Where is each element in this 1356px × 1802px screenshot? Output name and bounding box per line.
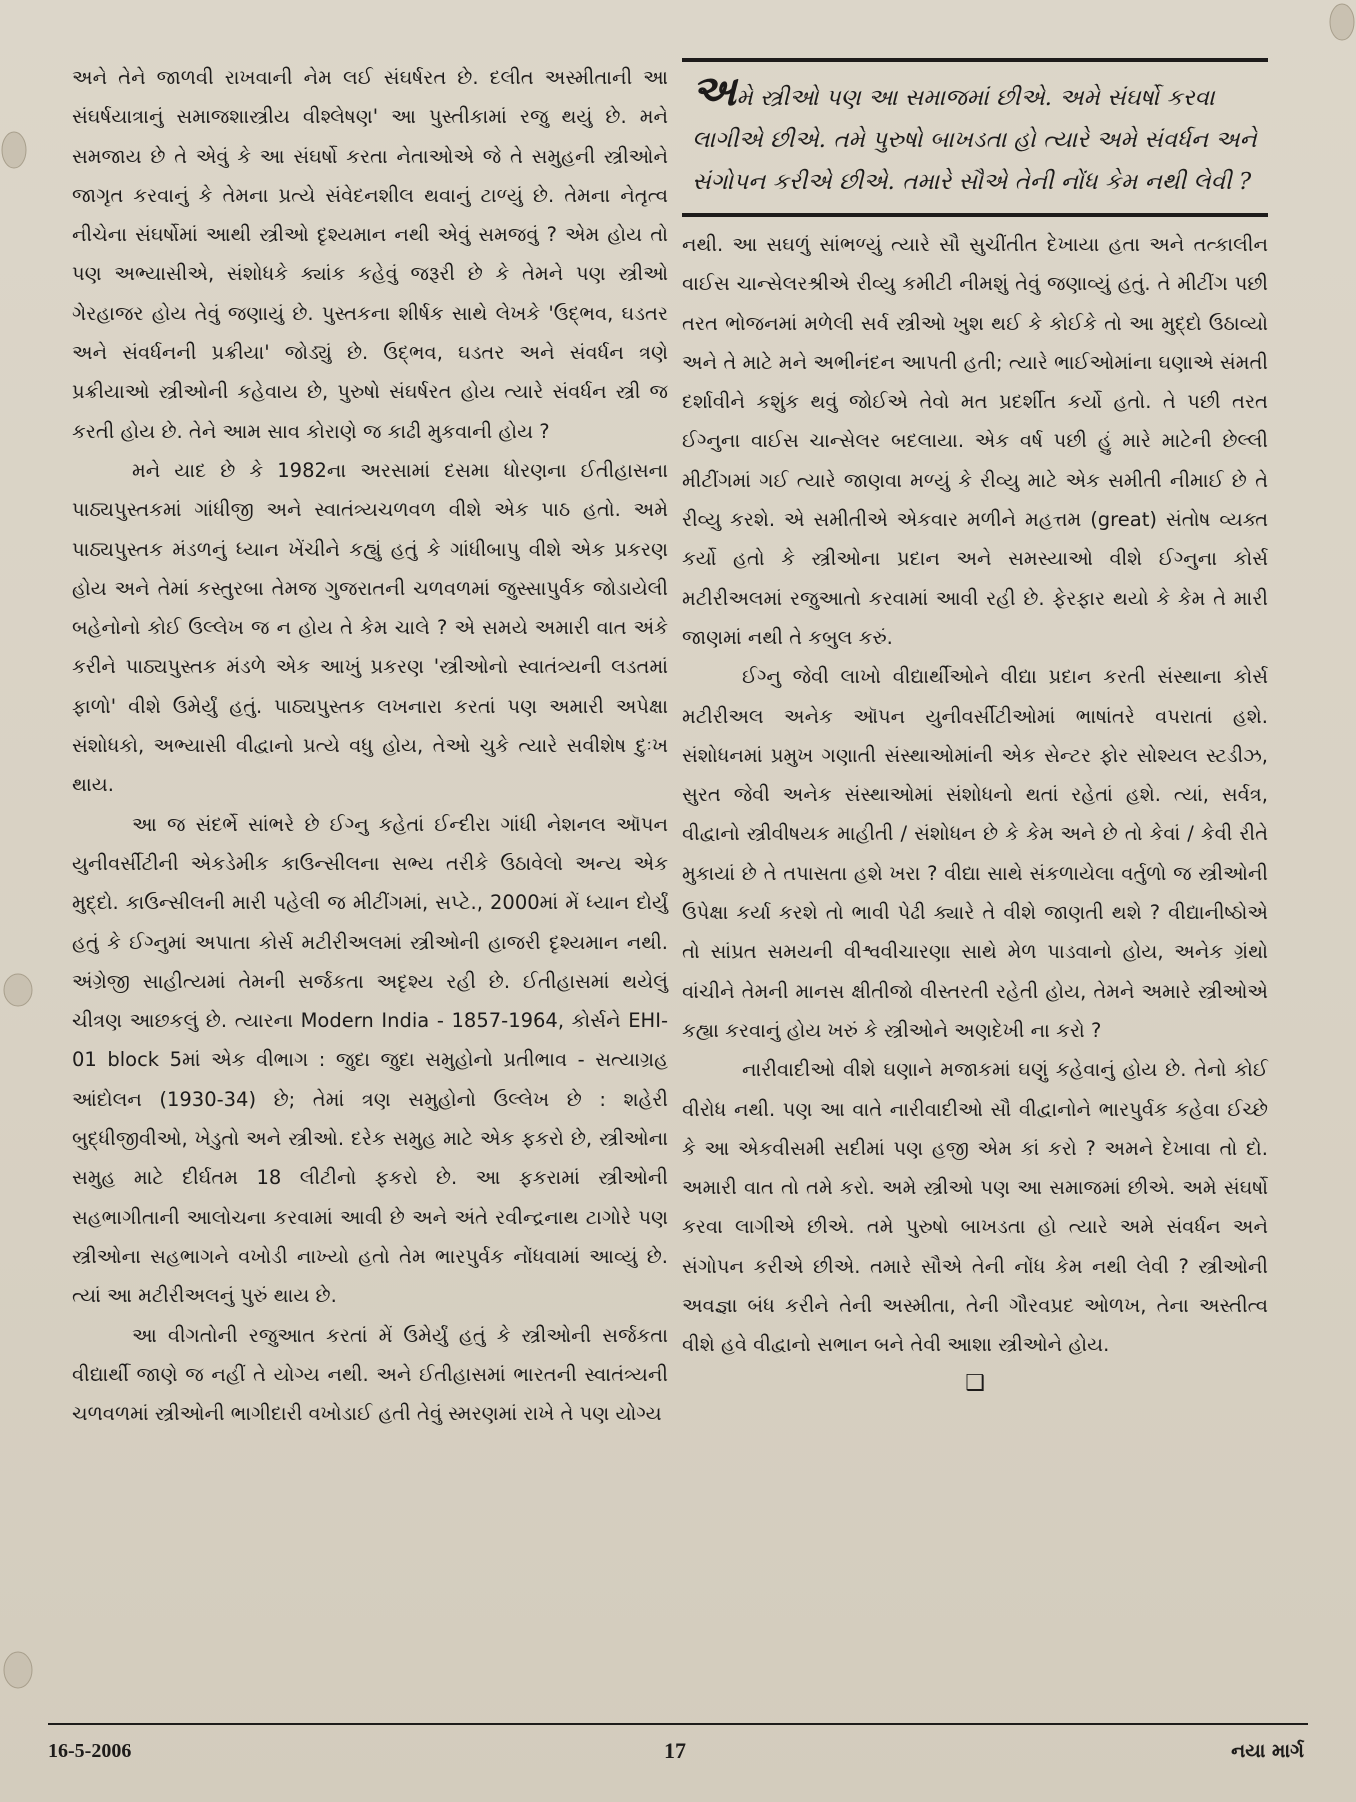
paragraph-6: ઈગ્નુ જેવી લાખો વીદ્યાર્થીઓને વીદ્યા પ્રદાન કરતી સંસ્થાના કોર્સ મટીરીઅલ અનેક ઑપન યુનીવર્સીટીઓમાં ભાષાંતરે વપરાતાં હશે. સંશોધનમાં પ્રમુખ ગણાતી સંસ્થાઓમાંની એક સેન્ટર ફોર સોશ્યલ સ્ટડીઝ, સુરત જેવી અનેક સંસ્થાઓમાં સંશોધનો થતાં રહેતાં હશે. ત્યાં, સર્વત્ર, વીદ્વાનો સ્ત્રીવીષયક માહીતી / સંશોધન છે કે કેમ અને છે તો કેવાં / કેવી રીતે મુકાયાં છે તે તપાસતા હશે ખરા ? વીદ્યા સાથે સંકળાયેલા વર્તુળો જ સ્ત્રીઓની ઉપેક્ષા કર્યા કરશે તો ભાવી પેઢી ક્યારે તે વીશે જાણતી થશે ? વીદ્યાનીષ્ઠોએ તો સાંપ્રત સમયની વીશ્વવીચારણા સાથે મેળ પાડવાનો હોય, અનેક ગ્રંથો વાંચીને તેમની માનસ ક્ષીતીજો વીસ્તરતી રહેતી હોય, તેમને અમારે સ્ત્રીઓએ કહ્યા કરવાનું હોય ખરું કે સ્ત્રીઓને અણદેખી ના કરો ? [682,665,1268,1042]
punch-hole-mark-icon [0,1640,40,1700]
pull-quote-body: મે સ્ત્રીઓ પણ આ સમાજમાં છીએ. અમે સંઘર્ષો કરવા લાગીએ છીએ. તમે પુરુષો બાખડતા હો ત્યારે અમે સંવર્ધન અને સંગોપન કરીએ છીએ. તમારે સૌએ તેની નોંધ કેમ નથી લેવી ? [692,85,1257,195]
pull-quote-text [692,62,1258,213]
footer-date: 16-5-2006 [48,1740,132,1762]
page-number: 17 [664,1738,686,1763]
paragraph-4: આ વીગતોની રજુઆત કરતાં મેં ઉમેર્યું હતું કે સ્ત્રીઓની સર્જકતા વીદ્યાર્થી જાણે જ નહીં તે યોગ્ય નથી. અને ઈતીહાસમાં ભારતની સ્વાતંત્ર્યની ચળવળમાં સ્ત્રીઓની ભાગીદારી વખોડાઈ હતી તેવું સ્મરણમાં રાખે તે પણ યોગ્ય [72,1323,668,1426]
paragraph-3: આ જ સંદર્ભે સાંભરે છે ઈગ્નુ કહેતાં ઈન્દીરા ગાંધી નેશનલ ઑપન યુનીવર્સીટીની એકડેમીક કાઉન્સીલના સભ્ય તરીકે ઉઠાવેલો અન્ય એક મુદ્દો. કાઉન્સીલની મારી પહેલી જ મીટીંગમાં, સપ્ટે., 2000માં મેં ધ્યાન દોર્યું હતું કે ઈગ્નુમાં અપાતા કોર્સ મટીરીઅલમાં સ્ત્રીઓની હાજરી દૃશ્યમાન નથી. અંગ્રેજી સાહીત્યમાં તેમની સર્જકતા અદૃશ્ય રહી છે. ઈતીહાસમાં થયેલું ચીત્રણ આછકલું છે. ત્યારના Modern India - 1857-1964, કોર્સને EHI-01 block 5માં એક વીભાગ : જુદા જુદા સમુહોનો પ્રતીભાવ - સત્યાગ્રહ આંદોલન (1930-34) છે; તેમાં ત્રણ સમુહોનો ઉલ્લેખ છે : શહેરી બુદ્ધીજીવીઓ, ખેડુતો અને સ્ત્રીઓ. દરેક સમુહ માટે એક ફકરો છે, સ્ત્રીઓના સમુહ માટે દીર્ઘતમ 18 લીટીનો ફકરો છે. આ ફકરામાં સ્ત્રીઓની સહભાગીતાની આલોચના કરવામાં આવી છે અને અંતે રવીન્દ્રનાથ ટાગોરે પણ સ્ત્રીઓના સહભાગને વખોડી નાખ્યો હતો તેમ ભારપુર્વક નોંધવામાં આવ્યું છે. ત્યાં આ મટીરીઅલનું પુરું થાય છે. [72,812,668,1308]
paragraph-2: મને યાદ છે કે 1982ના અરસામાં દસમા ધોરણના ઈતીહાસના પાઠ્યપુસ્તકમાં ગાંધીજી અને સ્વાતંત્ર્યચળવળ વીશે એક પાઠ હતો. અમે પાઠ્યપુસ્તક મંડળનું ધ્યાન ખેંચીને કહ્યું હતું કે ગાંધીબાપુ વીશે એક પ્રકરણ હોય અને તેમાં કસ્તુરબા તેમજ ગુજરાતની ચળવળમાં જુસ્સાપુર્વક જોડાયેલી બહેનોનો કોઈ ઉલ્લેખ જ ન હોય તે કેમ ચાલે ? એ સમયે અમારી વાત અંકે કરીને પાઠ્યપુસ્તક મંડળે એક આખું પ્રકરણ 'સ્ત્રીઓનો સ્વાતંત્ર્યની લડતમાં ફાળો' વીશે ઉમેર્યું હતું. પાઠ્યપુસ્તક લખનારા કરતાં પણ અમારી અપેક્ષા સંશોધકો, અભ્યાસી વીદ્વાનો પ્રત્યે વધુ હોય, તેઓ ચુકે ત્યારે સવીશેષ દુઃખ થાય. [72,458,668,797]
left-column [72,58,668,1433]
paragraph-5: નથી. આ સઘળું સાંભળ્યું ત્યારે સૌ સુચીંતીત દેખાયા હતા અને તત્કાલીન વાઈસ ચાન્સેલરશ્રીએ રીવ્યુ કમીટી નીમશું તેવું જણાવ્યું હતું. તે મીટીંગ પછી તરત ભોજનમાં મળેલી સર્વ સ્ત્રીઓ ખુશ થઈ કે કોઈકે તો આ મુદ્દો ઉઠાવ્યો અને તે માટે મને અભીનંદન આપતી હતી; ત્યારે ભાઈઓમાંના ઘણાએ સંમતી દર્શાવીને કશુંક થવું જોઈએ તેવો મત પ્રદર્શીત કર્યો હતો. તે પછી તરત ઈગ્નુના વાઈસ ચાન્સેલર બદલાયા. એક વર્ષ પછી હું મારે માટેની છેલ્લી મીટીંગમાં ગઈ ત્યારે જાણવા મળ્યું કે રીવ્યુ માટે એક સમીતી નીમાઈ છે તે રીવ્યુ કરશે. એ સમીતીએ એકવાર મળીને મહત્તમ (great) સંતોષ વ્યક્ત કર્યો હતો કે સ્ત્રીઓના પ્રદાન અને સમસ્યાઓ વીશે ઈગ્નુના કોર્સ મટીરીઅલમાં રજુઆતો કરવામાં આવી રહી છે. ફેરફાર થયો કે કેમ તે મારી જાણમાં નથી તે કબુલ કરું. [682,233,1268,649]
right-column [682,58,1268,1396]
punch-hole-mark-icon [1320,0,1356,50]
punch-hole-mark-icon [0,960,40,1020]
pull-quote-dropcap: અ [692,66,737,115]
magazine-name: નયા માર્ગ [1231,1740,1304,1762]
punch-hole-mark-icon [0,120,40,180]
footer-rule [48,1723,1308,1725]
pull-quote [682,58,1268,217]
paragraph-1: અને તેને જાળવી રાખવાની નેમ લઈ સંઘર્ષરત છે. દલીત અસ્મીતાની આ સંઘર્ષયાત્રાનું સમાજશાસ્ત્રીય વીશ્લેષણ' આ પુસ્તીકામાં રજુ થયું છે. મને સમજાય છે તે એવું કે આ સંઘર્ષો કરતા નેતાઓએ જે તે સમુહની સ્ત્રીઓને જાગૃત કરવાનું કે તેમના પ્રત્યે સંવેદનશીલ થવાનું ટાળ્યું છે. તેમના નેતૃત્વ નીચેના સંઘર્ષોમાં આથી સ્ત્રીઓ દૃશ્યમાન નથી એવું સમજવું ? એમ હોય તો પણ અભ્યાસીએ, સંશોધકે ક્યાંક કહેવું જરૂરી છે કે તેમને પણ સ્ત્રીઓ ગેરહાજર હોય તેવું જણાયું છે. પુસ્તકના શીર્ષક સાથે લેખકે 'ઉદ્ભવ, ઘડતર અને સંવર્ધનની પ્રક્રીયા' જોડ્યું છે. ઉદ્ભવ, ઘડતર અને સંવર્ધન ત્રણે પ્રક્રીયાઓ સ્ત્રીઓની કહેવાય છે, પુરુષો સંઘર્ષરત હોય ત્યારે સંવર્ધન સ્ત્રી જ કરતી હોય છે. તેને આમ સાવ કોરાણે જ કાઢી મુકવાની હોય ? [72,66,668,443]
paragraph-7: નારીવાદીઓ વીશે ઘણાને મજાકમાં ઘણું કહેવાનું હોય છે. તેનો કોઈ વીરોધ નથી. પણ આ વાતે નારીવાદીઓ સૌ વીદ્વાનોને ભારપુર્વક કહેવા ઈચ્છે કે આ એકવીસમી સદીમાં પણ હજી એમ કાં કરો ? અમને દેખાવા તો દો. અમારી વાત તો તમે કરો. અમે સ્ત્રીઓ પણ આ સમાજમાં છીએ. અમે સંઘર્ષો કરવા લાગીએ છીએ. તમે પુરુષો બાખડતા હો ત્યારે અમે સંવર્ધન અને સંગોપન કરીએ છીએ. તમારે સૌએ તેની નોંધ કેમ નથી લેવી ? સ્ત્રીઓની અવજ્ઞા બંધ કરીને તેની અસ્મીતા, તેની ગૌરવપ્રદ ઓળખ, તેના અસ્તીત્વ વીશે હવે વીદ્વાનો સભાન બને તેવી આશા સ્ત્રીઓને હોય. [682,1058,1268,1357]
end-of-article-mark: ❑ [965,1370,985,1396]
